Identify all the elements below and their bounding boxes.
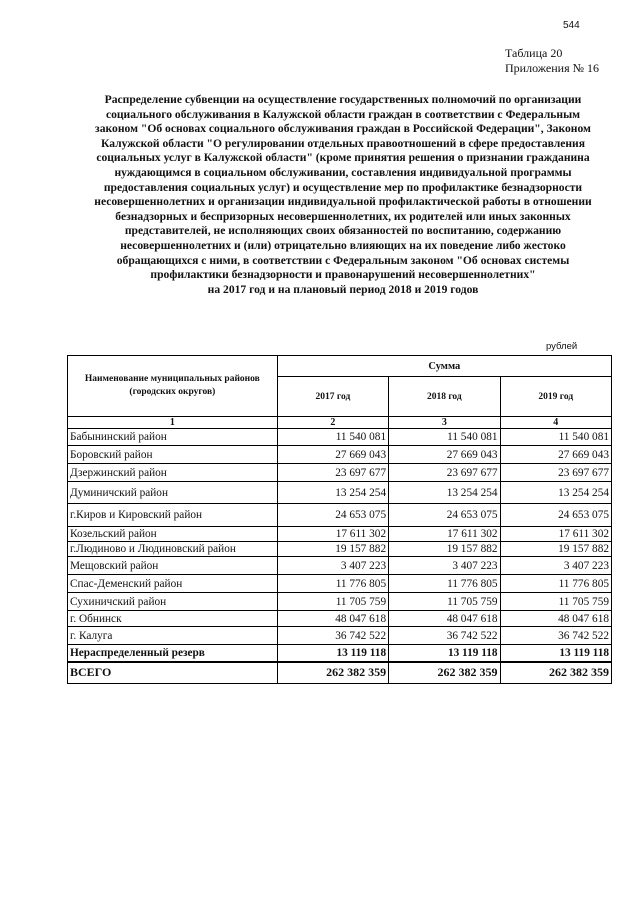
value-2018: 11 705 759 (389, 593, 500, 611)
value-2019: 19 157 882 (500, 542, 611, 557)
table-row (68, 542, 612, 557)
row-name: Спас-Деменский район (68, 575, 278, 593)
title-line: обращающихся с ними, в соответствии с Федеральным законом "Об основах системы (116, 253, 570, 267)
value-2018: 27 669 043 (389, 446, 500, 464)
subvention-table (67, 355, 612, 684)
value-2019: 48 047 618 (500, 611, 611, 627)
value-2017: 3 407 223 (277, 557, 388, 575)
row-name: Бабынинский район (68, 429, 278, 446)
document-title (78, 93, 608, 297)
value-2017: 11 776 805 (277, 575, 388, 593)
title-line: Калужской области "О регулировании отдельных правоотношений в сфере предоставления (100, 136, 586, 150)
title-line: представителей, не исполняющих своих обязанностей по воспитанию, содержанию (124, 224, 562, 238)
total-row (68, 662, 612, 684)
column-index: 1 (68, 417, 278, 429)
table-row (68, 527, 612, 542)
value-2018: 23 697 677 (389, 464, 500, 482)
value-2019: 36 742 522 (500, 627, 611, 645)
value-2018: 13 254 254 (389, 482, 500, 504)
row-name: г. Обнинск (68, 611, 278, 627)
row-name: г.Киров и Кировский район (68, 504, 278, 527)
value-2018: 19 157 882 (389, 542, 500, 557)
title-line: нуждающимся в социальном обслуживании, составления индивидуальной программы (114, 165, 572, 179)
value-2017: 11 540 081 (277, 429, 388, 446)
table-row (68, 446, 612, 464)
units-label: рублей (546, 341, 578, 352)
title-line: профилактики безнадзорности и правонарушений несовершеннолетних" (150, 268, 536, 282)
value-2017: 262 382 359 (277, 662, 388, 684)
value-2019: 17 611 302 (500, 527, 611, 542)
title-line: Распределение субвенции на осуществление государственных полномочий по организации (104, 93, 582, 106)
value-2017: 11 705 759 (277, 593, 388, 611)
title-line: несовершеннолетних и (или) отрицательно влияющих на их поведение либо жестоко (120, 238, 566, 252)
title-line: несовершеннолетних и организации индивидуальной профилактической работы в отношении (94, 195, 592, 209)
value-2019: 27 669 043 (500, 446, 611, 464)
table-row (68, 504, 612, 527)
row-name: г.Людиново и Людиновский район (68, 542, 278, 557)
value-2017: 13 254 254 (277, 482, 388, 504)
value-2017: 13 119 118 (277, 645, 388, 662)
value-2019: 11 776 805 (500, 575, 611, 593)
row-name: ВСЕГО (68, 662, 278, 684)
value-2017: 23 697 677 (277, 464, 388, 482)
reserve-row (68, 645, 612, 662)
header-year-2017: 2017 год (277, 377, 388, 417)
value-2019: 13 119 118 (500, 645, 611, 662)
row-name: Сухиничский район (68, 593, 278, 611)
value-2019: 11 540 081 (500, 429, 611, 446)
table-number: Таблица 20 (505, 46, 563, 60)
column-index: 3 (389, 417, 500, 429)
table-row (68, 464, 612, 482)
table-reference (505, 46, 599, 76)
row-name: г. Калуга (68, 627, 278, 645)
title-line: на 2017 год и на плановый период 2018 и 2019 годов (207, 282, 479, 296)
appendix-number: Приложения № 16 (505, 61, 600, 75)
value-2018: 36 742 522 (389, 627, 500, 645)
value-2018: 3 407 223 (389, 557, 500, 575)
row-name: Мещовский район (68, 557, 278, 575)
value-2017: 24 653 075 (277, 504, 388, 527)
row-name: Дзержинский район (68, 464, 278, 482)
value-2018: 11 776 805 (389, 575, 500, 593)
table-row (68, 627, 612, 645)
table-row (68, 482, 612, 504)
title-line: предоставления социальных услуг) и осуществление мер по профилактике безнадзорности (103, 180, 583, 194)
row-name: Боровский район (68, 446, 278, 464)
value-2017: 19 157 882 (277, 542, 388, 557)
title-line: социального обслуживания в Калужской области граждан в соответствии с Федеральным (105, 107, 581, 121)
table-row (68, 611, 612, 627)
title-line: безнадзорных и беспризорных несовершеннолетних, их родителей или иных законных (115, 209, 571, 223)
row-name: Думиничский район (68, 482, 278, 504)
value-2017: 17 611 302 (277, 527, 388, 542)
row-name: Козельский район (68, 527, 278, 542)
value-2019: 13 254 254 (500, 482, 611, 504)
value-2019: 24 653 075 (500, 504, 611, 527)
table-row (68, 593, 612, 611)
value-2017: 48 047 618 (277, 611, 388, 627)
page-number: 544 (563, 20, 580, 31)
value-2017: 27 669 043 (277, 446, 388, 464)
header-year-2018: 2018 год (389, 377, 500, 417)
value-2018: 11 540 081 (389, 429, 500, 446)
value-2019: 23 697 677 (500, 464, 611, 482)
table-row (68, 575, 612, 593)
row-name: Нераспределенный резерв (68, 645, 278, 662)
value-2018: 262 382 359 (389, 662, 500, 684)
value-2018: 13 119 118 (389, 645, 500, 662)
value-2019: 262 382 359 (500, 662, 611, 684)
value-2019: 3 407 223 (500, 557, 611, 575)
table-body (68, 429, 612, 684)
column-index: 4 (500, 417, 611, 429)
title-line: социальных услуг в Калужской области" (кроме принятия решения о признании гражданина (96, 151, 590, 165)
table-row (68, 429, 612, 446)
value-2018: 48 047 618 (389, 611, 500, 627)
title-line: законом "Об основах социального обслуживания граждан в Российской Федерации", Законом (95, 122, 591, 136)
header-name: Наименование муниципальных районов (городских округов) (68, 356, 278, 417)
value-2018: 24 653 075 (389, 504, 500, 527)
header-year-2019: 2019 год (500, 377, 611, 417)
table-row (68, 557, 612, 575)
value-2018: 17 611 302 (389, 527, 500, 542)
value-2019: 11 705 759 (500, 593, 611, 611)
column-index: 2 (277, 417, 388, 429)
header-sum: Сумма (277, 356, 611, 377)
value-2017: 36 742 522 (277, 627, 388, 645)
